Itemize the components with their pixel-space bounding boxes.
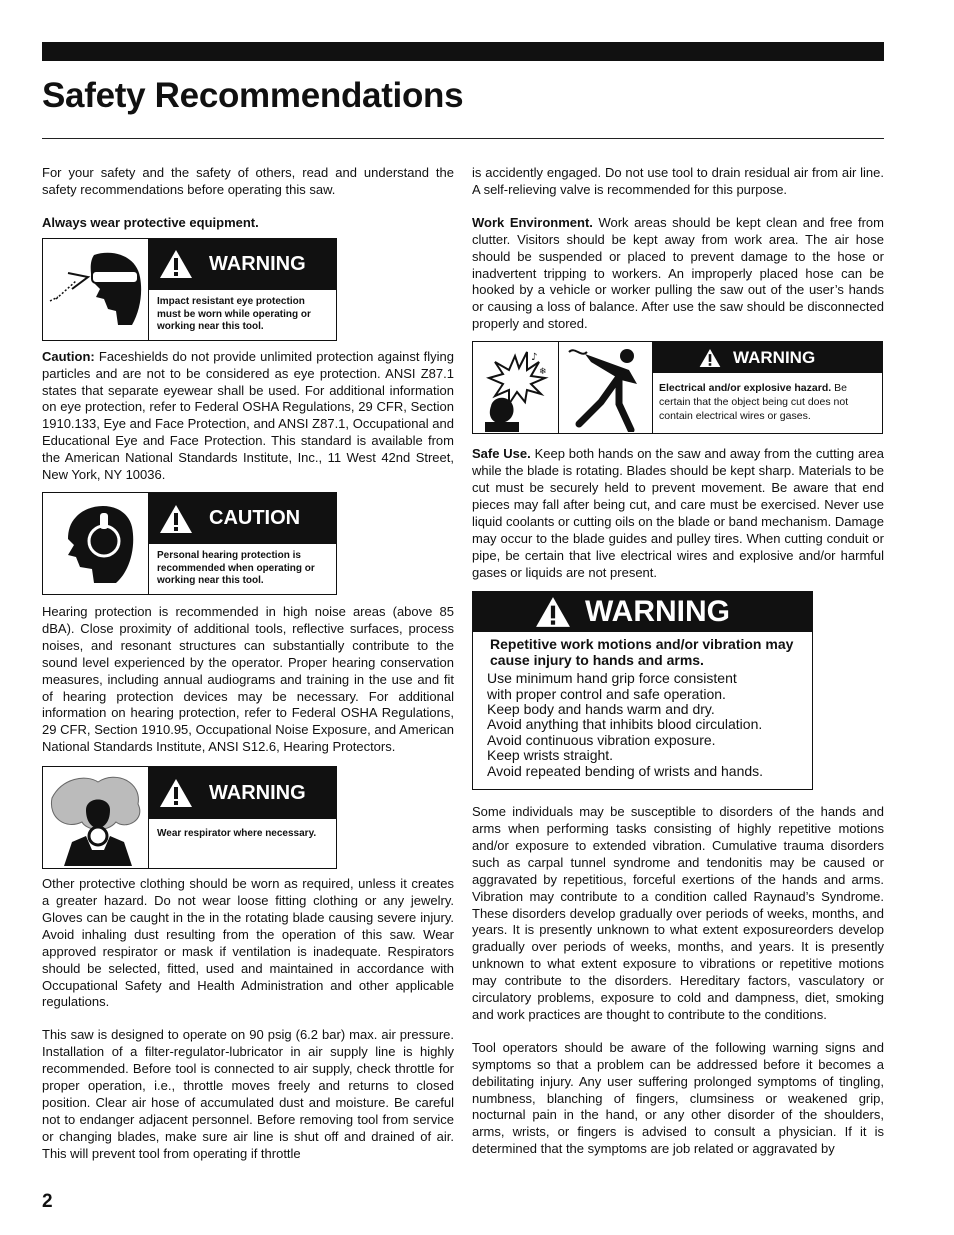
- label-lead: Electrical and/or explosive hazard.: [659, 382, 832, 395]
- warning-triangle-icon: [535, 596, 571, 628]
- header-bar: [42, 42, 884, 61]
- explosion-hazard-icon: [473, 342, 559, 433]
- label-header: [653, 342, 882, 373]
- warning-triangle-icon: [159, 778, 193, 808]
- warning-triangle-icon: [159, 504, 193, 534]
- air-continued-paragraph: is accidently engaged. Do not use tool to drain residual air from air line. A self-relieving valve is recommended for this purpose.: [472, 165, 884, 197]
- warning-line: Avoid repeated bending of wrists and hands.: [487, 762, 764, 779]
- symptoms-paragraph: Tool operators should be aware of the following warning signs and symptoms so that a problem can be addressed before it becomes a debilitating injury. Any user suffering prolonged symptoms of tingling, numbness, blanching of fingers, clumsiness or weakened grip, nocturnal pain in the hand, or any other disorder of the shoulders, arms, wrists, or fingers is advised to consult a physician. If it is determined that the symptoms are job related or aggravated by: [472, 1039, 884, 1157]
- page-number: 2: [42, 1191, 53, 1212]
- warning-line: Keep body and hands warm and dry.: [487, 701, 715, 718]
- eye-protection-label: [42, 238, 337, 341]
- work-environment-lead: Work Environment.: [472, 214, 593, 230]
- electrical-hazard-label: [472, 341, 883, 434]
- hearing-protection-icon: [43, 493, 149, 594]
- warning-line: with proper control and safe operation.: [487, 685, 726, 702]
- respirator-icon: [43, 767, 149, 868]
- work-environment-text: Work areas should be kept clean and free from clutter. Visitors should be kept away from work area. The air hose should be suspended or placed to prevent damage to the hose or inadvertent tripping to workers. An improperly placed hose can be hooked by a vehicle or worker pulling the saw out of the user’s hands or causing a loss of balance. After use the saw should be disconnected properly and stored.: [472, 214, 884, 332]
- safe-use-text: Keep both hands on the saw and away from the cutting area while the blade is rotating. Blades should be kept sharp. Materials to be cut must be securely held to prevent movement. Be aware that end pieces may fall after being cut, and care must be exercised. Never use liquid coolants or cutting oils on the blade or band mechanism. Damage may occur to the blade guides and pulley tires. When cutting conduit or pipe, be certain that live electrical wires and explosive and/or harmful gases or liquids are not present.: [472, 446, 884, 580]
- work-environment-paragraph: [472, 215, 884, 333]
- warning-triangle-icon: [699, 348, 721, 368]
- label-header: [149, 493, 336, 545]
- signal-word: WARNING: [209, 252, 306, 275]
- warning-line: Keep wrists straight.: [487, 747, 614, 764]
- warning-body: [473, 632, 812, 789]
- warning-line: Use minimum hand grip force consistent: [487, 670, 737, 687]
- label-header: [149, 767, 336, 819]
- signal-word: WARNING: [733, 347, 816, 367]
- warning-header: [473, 592, 812, 632]
- electric-shock-icon: [559, 342, 653, 433]
- eye-protection-icon: [43, 239, 149, 340]
- caution-lead: Caution:: [42, 348, 95, 364]
- left-column: [42, 165, 454, 1163]
- label-text: Personal hearing protection is recommended when operating or working near this tool.: [157, 550, 315, 587]
- hearing-paragraph: Hearing protection is recommended in high noise areas (above 85 dBA). Close proximity of additional tools, reflective surfaces, process noises, and resonant structures can substantially contribute to the sound level experienced by the operator. Proper hearing conservation measures, including annual audiograms and training in the use and fit of hearing protection devices may be necessary. For additional information on hearing protection, refer to Federal OSHA Regulations, 29 CFR, Section 1910.95, Occupational Noise Exposure, and American National Standards Institute, ANSI S12.6, Hearing Protectors.: [42, 603, 454, 755]
- caution-paragraph: [42, 349, 454, 484]
- intro-paragraph: For your safety and the safety of others, read and understand the safety recommendations before operating this saw.: [42, 165, 454, 197]
- safe-use-paragraph: [472, 446, 884, 581]
- air-pressure-paragraph: This saw is designed to operate on 90 psig (6.2 bar) max. air pressure. Installation of a filter-regulator-lubricator in air supply line is highly recommended. Before tool is connected to air supply, check throttle for proper operation, i.e., throttle moves freely and returns to closed position. Clear air hose of accumulated dust and moisture. Be careful not to endanger adjacent personnel. Before removing tool from service or changing blades, make sure air line is shut off and drained of air. This will prevent tool from operating if throttle: [42, 1027, 454, 1161]
- label-text: Wear respirator where necessary.: [157, 828, 317, 840]
- signal-word: WARNING: [585, 595, 730, 629]
- clothing-paragraph: Other protective clothing should be worn as required, unless it creates a greater hazard. Do not wear loose fitting clothing or any jewelry. Gloves can be caught in the in the rotating blade causing severe injury. Avoid inhaling dust resulting from the operation of this saw. Wear approved respirator or mask if ventilation is inadequate. Respirators should be selected, fitted, used and maintained in accordance with Occupational Safety and Health Administration and other applicable regulations.: [42, 876, 454, 1010]
- protective-heading: Always wear protective equipment.: [42, 214, 259, 230]
- label-text: [653, 373, 882, 431]
- warning-line: Avoid anything that inhibits blood circulation.: [487, 716, 763, 733]
- right-column: [472, 165, 884, 1158]
- safe-use-lead: Safe Use.: [472, 446, 531, 462]
- svg-text:❄: ❄: [538, 366, 547, 377]
- disorders-paragraph: Some individuals may be susceptible to disorders of the hands and arms when performing tasks consisting of highly repetitive motions and/or exposure to extended vibration. Cumulative trauma disorders such as carpal tunnel syndrome and tendonitis may be caused or aggravated by repetitious, forceful exertions of the hands and arms. Vibration may contribute to a condition called Raynaud’s Syndrome. These disorders develop gradually over periods of weeks, months, and years. It is presently unknown to what extent exposureorders develop gradually over periods of weeks, months, and years. It is presently unknown to what extent exposure to vibrations or repetitive motions may contribute to the disorders. Hereditary factors, vasculatory or circulatory problems, exposure to cold and dampness, diet, smoking and work practices are thought to contribute to the conditions.: [472, 804, 884, 1022]
- warning-triangle-icon: [159, 249, 193, 279]
- respirator-label: [42, 766, 337, 869]
- page-title: Safety Recommendations: [42, 76, 464, 115]
- signal-word: WARNING: [209, 781, 306, 804]
- warning-bold-text: Repetitive work motions and/or vibration may cause injury to hands and arms.: [490, 636, 794, 668]
- warning-line: Avoid continuous vibration exposure.: [487, 731, 716, 748]
- hearing-protection-label: [42, 492, 337, 595]
- label-body: Be certain that the object being cut does not contain electrical wires or gases.: [659, 382, 849, 423]
- label-header: [149, 239, 336, 291]
- title-divider: [42, 138, 884, 139]
- caution-text: Faceshields do not provide unlimited protection against flying particles and are not to be considered as eye protection. ANSI Z87.1 states that separate eyewear shall be used. For additional information on eye protection, refer to Federal OSHA Regulations, 29 CFR, Section 1910.133, Eye and Face Protection, and ANSI Z87.1, Occupational and Educational Eye and Face Protection. This standard is available from the American National Standards Institute, Inc., 11 West 42nd Street, New York, NY 10036.: [42, 348, 454, 483]
- label-text: Impact resistant eye protection must be worn while operating or working near this tool.: [157, 296, 311, 333]
- signal-word: CAUTION: [209, 507, 301, 530]
- vibration-warning-box: [472, 591, 813, 790]
- svg-text:♪: ♪: [530, 351, 537, 363]
